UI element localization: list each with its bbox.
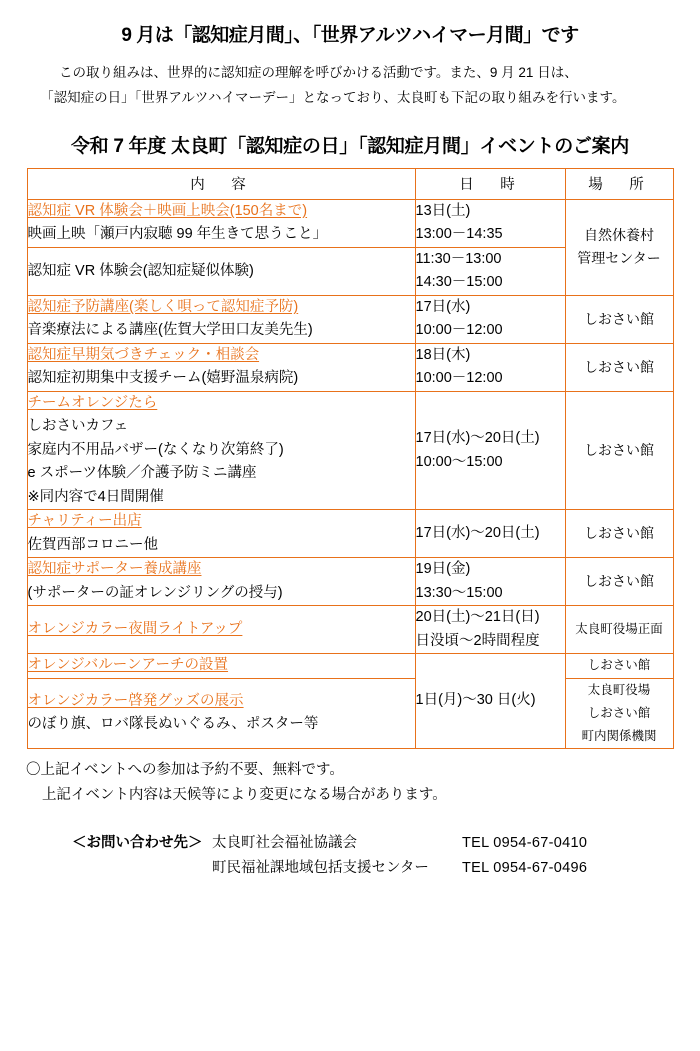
event-datetime-cell <box>415 295 565 343</box>
column-header-content: 内 容 <box>27 168 415 199</box>
event-subtitle: 音楽療法による講座(佐賀大学田口友美先生) <box>27 322 313 339</box>
event-content-cell <box>27 606 415 654</box>
event-place-cell <box>565 678 673 748</box>
event-datetime-cell <box>415 199 565 247</box>
event-subtitle: のぼり旗、ロバ隊長ぬいぐるみ、ポスター等 <box>27 716 319 733</box>
event-subtitle: 認知症初期集中支援チーム(嬉野温泉病院) <box>27 370 299 387</box>
event-datetime-cell <box>415 654 565 749</box>
event-datetime-cell <box>415 391 565 509</box>
event-title-link[interactable]: 認知症 VR 体験会＋映画上映会(150名まで) <box>27 202 308 219</box>
event-date: 1日(月)～30 日(火) <box>415 692 536 709</box>
event-datetime-cell <box>415 558 565 606</box>
event-place-cell: 太良町役場正面 <box>565 606 673 654</box>
event-place-line-3: 町内関係機関 <box>581 728 657 743</box>
event-content-cell <box>27 654 415 678</box>
event-subtitle: 認知症 VR 体験会(認知症疑似体験) <box>27 262 254 279</box>
section-title: 令和 7 年度 太良町「認知症の日」「認知症月間」イベントのご案内 <box>70 135 629 157</box>
event-date: 13日(土) <box>415 202 471 219</box>
event-content-cell <box>27 343 415 391</box>
event-datetime-cell <box>415 606 565 654</box>
event-content-cell <box>27 199 415 247</box>
event-datetime-cell <box>415 247 565 295</box>
table-row <box>27 295 673 343</box>
event-place-cell: しおさい館 <box>565 391 673 509</box>
contact-tel: TEL 0954-67-0496 <box>462 860 588 877</box>
event-subtitle: (サポーターの証オレンジリングの授与) <box>27 584 283 601</box>
table-row <box>27 343 673 391</box>
event-title-link[interactable]: 認知症早期気づきチェック・相談会 <box>27 346 260 363</box>
table-row <box>27 654 673 678</box>
event-place-cell: しおさい館 <box>565 654 673 678</box>
event-time-1: 11:30－13:00 <box>415 250 502 267</box>
note-line-2: 上記イベント内容は天候等により変更になる場合があります。 <box>41 787 447 804</box>
table-row <box>27 558 673 606</box>
event-time: 13:00－14:35 <box>415 226 503 243</box>
page-title: 9 月は「認知症月間」、「世界アルツハイマー月間」です <box>121 25 579 46</box>
event-subtitle-3: e スポーツ体験／介護予防ミニ講座 <box>27 465 257 482</box>
event-content-cell <box>27 678 415 748</box>
event-place-cell: しおさい館 <box>565 558 673 606</box>
event-subtitle-4: ※同内容で4日間開催 <box>27 488 164 505</box>
event-content-cell <box>27 510 415 558</box>
contact-row <box>72 856 678 881</box>
contact-label: ＜お問い合わせ先＞ <box>72 834 203 851</box>
event-content-cell <box>27 247 415 295</box>
column-header-datetime: 日 時 <box>415 168 565 199</box>
event-subtitle-2: 家庭内不用品バザー(なくなり次第終了) <box>27 441 284 458</box>
note-line-1: 〇上記イベントへの参加は予約不要、無料です。 <box>26 762 344 778</box>
event-subtitle: 佐賀西部コロニー他 <box>27 536 158 553</box>
event-time: 日没頃～2時間程度 <box>415 632 540 649</box>
contact-block <box>22 831 678 882</box>
event-date: 17日(水) <box>415 298 471 315</box>
event-title-link[interactable]: チャリティー出店 <box>27 513 142 530</box>
event-time: 10:00－12:00 <box>415 370 503 387</box>
event-date: 17日(水)～20日(土) <box>415 430 540 447</box>
contact-tel: TEL 0954-67-0410 <box>462 834 588 851</box>
event-place-cell: しおさい館 <box>565 295 673 343</box>
event-title-link[interactable]: 認知症予防講座(楽しく唄って認知症予防) <box>27 298 299 315</box>
event-time: 10:00～15:00 <box>415 453 503 470</box>
event-datetime-cell <box>415 510 565 558</box>
event-title-link[interactable]: チームオレンジたら <box>27 394 158 411</box>
event-subtitle: 映画上映「瀬戸内寂聴 99 年生きて思うこと」 <box>27 226 328 243</box>
table-row <box>27 391 673 509</box>
event-content-cell <box>27 295 415 343</box>
event-date: 17日(水)～20日(土) <box>415 524 540 541</box>
event-date: 20日(土)～21日(日) <box>415 609 540 626</box>
events-table <box>27 168 674 749</box>
column-header-place: 場 所 <box>565 168 673 199</box>
event-title-link[interactable]: 認知症サポーター養成講座 <box>27 561 202 578</box>
event-place-cell: しおさい館 <box>565 510 673 558</box>
event-date: 18日(木) <box>415 346 471 363</box>
event-place-line-1: 太良町役場 <box>587 682 651 697</box>
table-header-row <box>27 168 673 199</box>
event-time: 13:30～15:00 <box>415 584 503 601</box>
event-date: 19日(金) <box>415 561 471 578</box>
event-place-line-2: 管理センター <box>577 250 661 267</box>
contact-row <box>72 831 678 856</box>
intro-paragraph <box>22 61 678 111</box>
event-subtitle-1: しおさいカフェ <box>27 418 129 435</box>
table-row <box>27 678 673 748</box>
event-place-line-2: しおさい館 <box>587 705 651 720</box>
event-content-cell <box>27 558 415 606</box>
event-title-link[interactable]: オレンジバルーンアーチの設置 <box>27 657 229 674</box>
intro-line-2: 「認知症の日」「世界アルツハイマーデー」となっており、太良町も下記の取り組みを行います。 <box>40 89 626 105</box>
event-time-2: 14:30－15:00 <box>415 274 503 291</box>
event-place-cell <box>565 199 673 295</box>
event-datetime-cell <box>415 343 565 391</box>
table-row <box>27 510 673 558</box>
event-title-link[interactable]: オレンジカラー啓発グッズの展示 <box>27 692 244 709</box>
event-place-line-1: 自然休養村 <box>584 227 654 244</box>
intro-line-1: この取り組みは、世界的に認知症の理解を呼びかける活動です。また、9 月 21 日は、 <box>59 65 578 80</box>
contact-org: 町民福祉課地域包括支援センター <box>212 860 429 877</box>
table-row <box>27 199 673 247</box>
event-content-cell <box>27 391 415 509</box>
event-title-link[interactable]: オレンジカラー夜間ライトアップ <box>27 620 243 637</box>
contact-label-spacer <box>72 856 212 881</box>
notes-block <box>22 758 678 809</box>
event-time: 10:00－12:00 <box>415 322 503 339</box>
event-place-cell: しおさい館 <box>565 343 673 391</box>
contact-org: 太良町社会福祉協議会 <box>212 834 357 851</box>
table-row <box>27 606 673 654</box>
